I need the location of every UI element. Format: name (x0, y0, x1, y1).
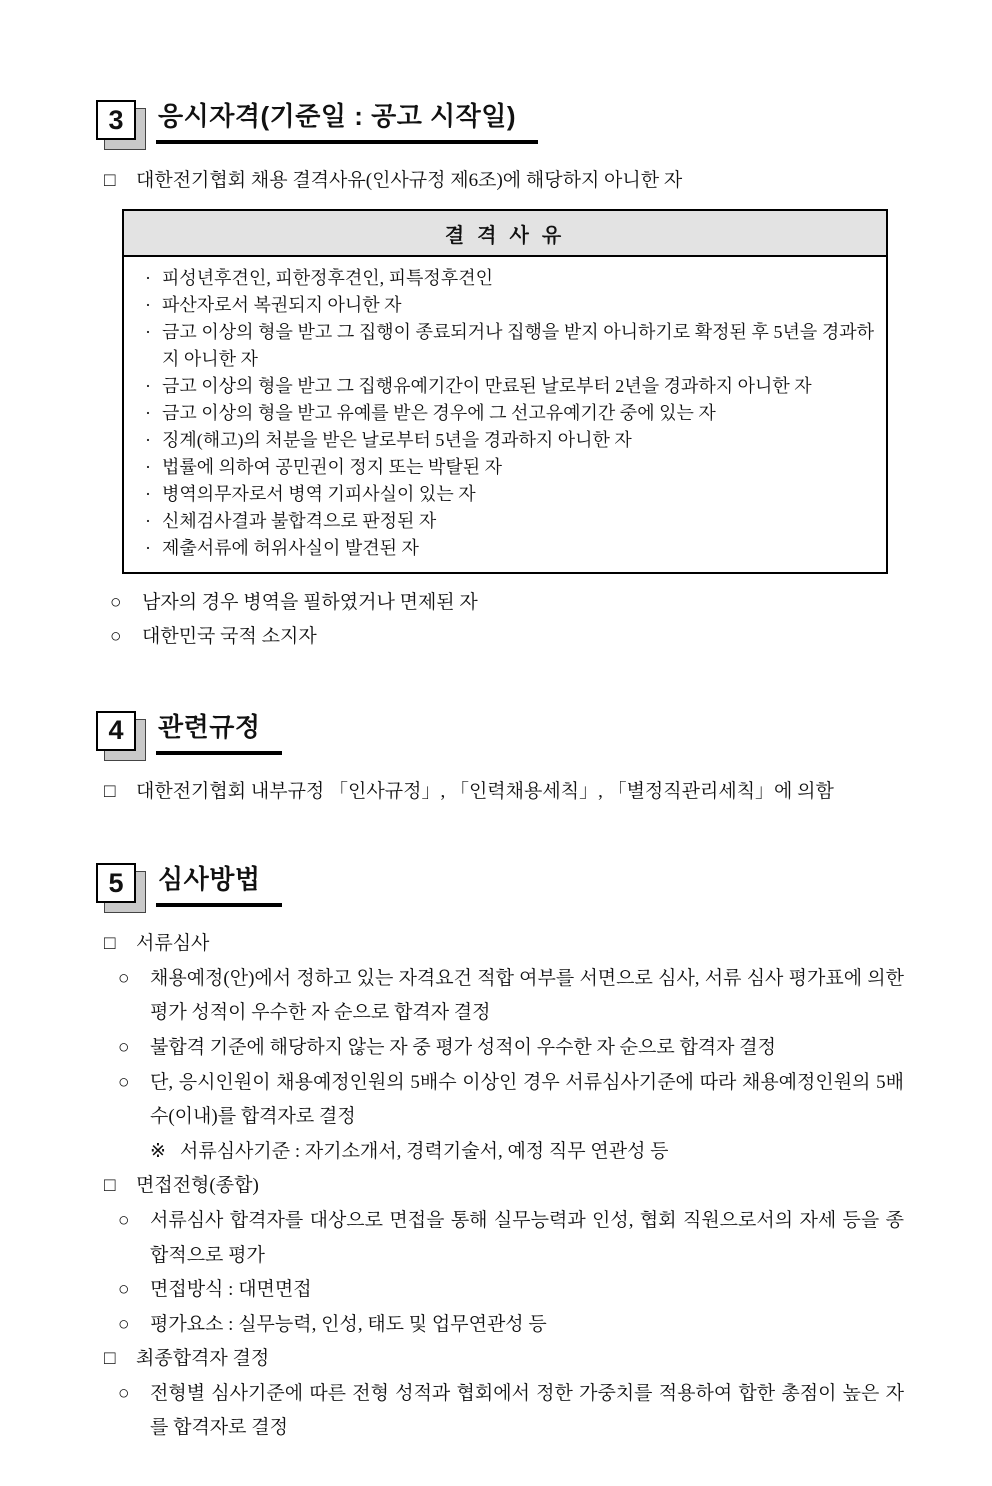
section-title: 관련규정 (156, 707, 282, 755)
dot-bullet-icon: · (145, 321, 151, 342)
disqualification-table-header: 결 격 사 유 (124, 211, 886, 257)
section-number: 5 (96, 863, 136, 903)
section-4-header (96, 707, 904, 755)
reference-mark-icon: ※ (150, 1140, 166, 1162)
section-number: 4 (96, 711, 136, 751)
table-row: · 금고 이상의 형을 받고 유예를 받은 경우에 그 선고유예기간 중에 있는 자 (134, 400, 874, 427)
section-number-box (96, 100, 136, 140)
section-5-header (96, 859, 904, 907)
table-row: · 신체검사결과 불합격으로 판정된 자 (134, 508, 874, 535)
dot-bullet-icon: · (145, 294, 151, 315)
list-item: ○ 서류심사 합격자를 대상으로 면접을 통해 실무능력과 인성, 협회 직원으로서의 자세 등을 종합적으로 평가 (118, 1204, 904, 1273)
table-row: · 피성년후견인, 피한정후견인, 피특정후견인 (134, 265, 874, 292)
table-row: · 금고 이상의 형을 받고 그 집행이 종료되거나 집행을 받지 아니하기로 확정된 후 5년을 경과하지 아니한 자 (134, 319, 874, 373)
section-regulations (88, 707, 904, 810)
table-row: · 금고 이상의 형을 받고 그 집행유예기간이 만료된 날로부터 2년을 경과하지 아니한 자 (134, 373, 874, 400)
circle-bullet-icon: ○ (118, 967, 130, 989)
square-bullet-icon: □ (104, 933, 116, 955)
circle-bullet-icon: ○ (118, 1209, 130, 1231)
dot-bullet-icon: · (145, 429, 151, 450)
square-bullet-icon: □ (104, 1175, 116, 1197)
list-item: ○ 평가요소 : 실무능력, 인성, 태도 및 업무연관성 등 (118, 1308, 904, 1343)
section-number: 3 (96, 100, 136, 140)
table-row: · 파산자로서 복권되지 아니한 자 (134, 292, 874, 319)
list-item: ○ 채용예정(안)에서 정하고 있는 자격요건 적합 여부를 서면으로 심사, 서류 심사 평가표에 의한 평가 성적이 우수한 자 순으로 합격자 결정 (118, 962, 904, 1031)
square-bullet-icon: □ (104, 780, 116, 802)
dot-bullet-icon: · (145, 456, 151, 477)
section-eligibility (88, 96, 904, 655)
circle-bullet-icon: ○ (110, 591, 122, 613)
eligibility-note: ○ 남자의 경우 병역을 필하였거나 면제된 자 (110, 586, 904, 621)
section-number-box (96, 863, 136, 903)
eligibility-intro-text: 대한전기협회 채용 결격사유(인사규정 제6조)에 해당하지 아니한 자 (136, 170, 683, 191)
dot-bullet-icon: · (145, 483, 151, 504)
table-row: · 징계(해고)의 처분을 받은 날로부터 5년을 경과하지 아니한 자 (134, 427, 874, 454)
circle-bullet-icon: ○ (118, 1313, 130, 1335)
circle-bullet-icon: ○ (118, 1382, 130, 1404)
dot-bullet-icon: · (145, 375, 151, 396)
list-item: □ 면접전형(종합) (104, 1169, 904, 1204)
table-row: · 법률에 의하여 공민권이 정지 또는 박탈된 자 (134, 454, 874, 481)
eligibility-note: ○ 대한민국 국적 소지자 (110, 620, 904, 655)
section-title: 심사방법 (156, 859, 282, 907)
circle-bullet-icon: ○ (118, 1037, 130, 1059)
list-item: □ 최종합격자 결정 (104, 1342, 904, 1377)
section-review-method (88, 859, 904, 1446)
section-title: 응시자격(기준일 : 공고 시작일) (156, 96, 538, 144)
list-item: ○ 불합격 기준에 해당하지 않는 자 중 평가 성적이 우수한 자 순으로 합격자 결정 (118, 1031, 904, 1066)
section-number-box (96, 711, 136, 751)
dot-bullet-icon: · (145, 510, 151, 531)
table-row: · 병역의무자로서 병역 기피사실이 있는 자 (134, 481, 874, 508)
regulations-content: □ 대한전기협회 내부규정 「인사규정」, 「인력채용세칙」, 「별정직관리세칙」에 의함 (104, 775, 904, 810)
reference-note: ※ 서류심사기준 : 자기소개서, 경력기술서, 예정 직무 연관성 등 (150, 1135, 904, 1170)
dot-bullet-icon: · (145, 537, 151, 558)
square-bullet-icon: □ (104, 1348, 116, 1370)
eligibility-intro (104, 164, 904, 199)
list-item: ○ 전형별 심사기준에 따른 전형 성적과 협회에서 정한 가중치를 적용하여 합한 총점이 높은 자를 합격자로 결정 (118, 1377, 904, 1446)
table-row: · 제출서류에 허위사실이 발견된 자 (134, 535, 874, 562)
disqualification-table-body (124, 257, 886, 572)
dot-bullet-icon: · (145, 267, 151, 288)
list-item: ○ 단, 응시인원이 채용예정인원의 5배수 이상인 경우 서류심사기준에 따라 채용예정인원의 5배수(이내)를 합격자로 결정 (118, 1066, 904, 1135)
dot-bullet-icon: · (145, 402, 151, 423)
circle-bullet-icon: ○ (118, 1279, 130, 1301)
circle-bullet-icon: ○ (118, 1071, 130, 1093)
list-item: □ 서류심사 (104, 927, 904, 962)
list-item: ○ 면접방식 : 대면면접 (118, 1273, 904, 1308)
circle-bullet-icon: ○ (110, 626, 122, 648)
section-3-header (96, 96, 904, 144)
square-bullet-icon: □ (104, 170, 116, 191)
disqualification-table (122, 209, 888, 574)
